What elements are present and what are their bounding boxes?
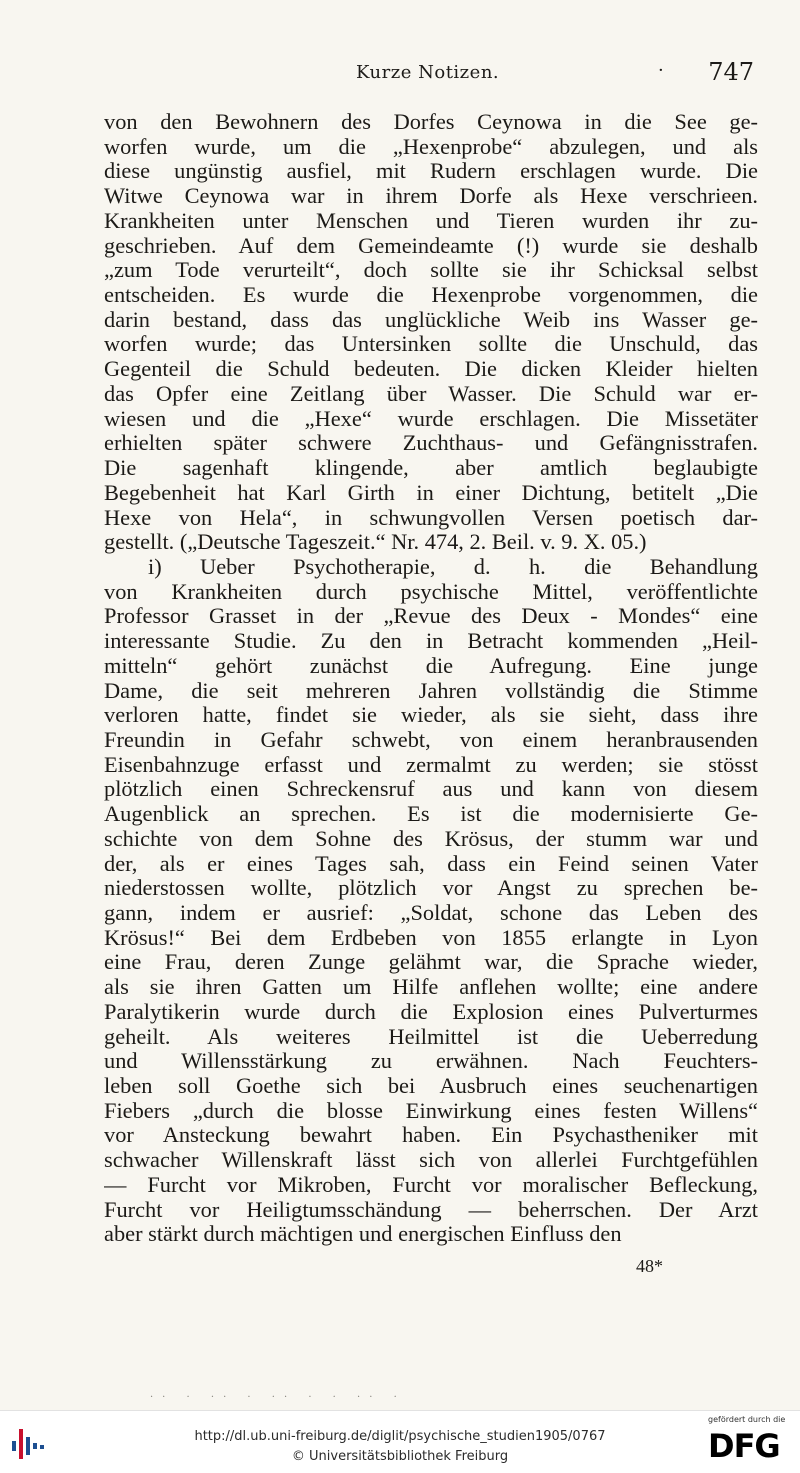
text-line: der, als er eines Tages sah, dass ein Feind seinen Vater <box>104 851 758 876</box>
page-number: 747 <box>708 58 754 86</box>
text-line: Freundin in Gefahr schwebt, von einem heranbrausenden <box>104 727 758 752</box>
text-line: Augenblick an sprechen. Es ist die modernisierte Ge- <box>104 802 758 827</box>
text-line: als sie ihren Gatten um Hilfe anflehen wollte; eine andere <box>104 975 758 1000</box>
text-line: verloren hatte, findet sie wieder, als sie sieht, dass ihre <box>104 703 758 728</box>
text-line: schichte von dem Sohne des Krösus, der stumm war und <box>104 826 758 851</box>
signature-mark: 48* <box>636 1256 663 1276</box>
text-line: Furcht vor Heiligtumsschändung — beherrschen. Der Arzt <box>104 1197 758 1222</box>
body-text <box>104 110 758 1247</box>
text-line: worfen wurde; das Untersinken sollte die Unschuld, das <box>104 332 758 357</box>
text-line: niederstossen wollte, plötzlich vor Angst zu sprechen be- <box>104 876 758 901</box>
text-line: eine Frau, deren Zunge gelähmt war, die Sprache wieder, <box>104 950 758 975</box>
permalink-url[interactable]: http://dl.ub.uni-freiburg.de/diglit/psychische_studien1905/0767 <box>194 1429 606 1444</box>
text-line: und Willensstärkung zu erwähnen. Nach Feuchters- <box>104 1049 758 1074</box>
text-line: wiesen und die „Hexe“ wurde erschlagen. Die Missetäter <box>104 406 758 431</box>
text-line: Begebenheit hat Karl Girth in einer Dichtung, betitelt „Die <box>104 480 758 505</box>
dfg-tagline: gefördert durch die <box>708 1415 786 1424</box>
text-line: i) Ueber Psychotherapie, d. h. die Behandlung <box>148 554 758 579</box>
text-line: Krankheiten unter Menschen und Tieren wurden ihr zu- <box>104 208 758 233</box>
copyright-notice: © Universitätsbibliothek Freiburg <box>291 1449 509 1464</box>
text-line: aber stärkt durch mächtigen und energischen Einfluss den <box>104 1222 622 1247</box>
text-line: „zum Tode verurteilt“, doch sollte sie ihr Schicksal selbst <box>104 258 758 283</box>
text-line: mitteln“ gehört zunächst die Aufregung. Eine junge <box>104 653 758 678</box>
text-line: Paralytikerin wurde durch die Explosion eines Pulverturmes <box>104 999 758 1024</box>
text-line: Professor Grasset in der „Revue des Deux - Mondes“ eine <box>104 604 758 629</box>
running-title: Kurze Notizen. <box>356 62 500 83</box>
text-line: von Krankheiten durch psychische Mittel, veröffentlichte <box>104 579 758 604</box>
text-line: erhielten später schwere Zuchthaus- und Gefängnisstrafen. <box>104 431 758 456</box>
text-line: worfen wurde, um die „Hexenprobe“ abzulegen, und als <box>104 134 758 159</box>
text-line: plötzlich einen Schreckensruf aus und kann von diesem <box>104 777 758 802</box>
dfg-logo <box>700 1413 796 1471</box>
header-dot: · <box>658 60 664 81</box>
bleed-through-text: ·· · ·· · ·· · · ·· · <box>150 1392 406 1403</box>
text-line: darin bestand, dass das unglückliche Weib ins Wasser ge- <box>104 307 758 332</box>
running-head <box>100 58 756 92</box>
text-line: Hexe von Hela“, in schwungvollen Versen poetisch dar- <box>104 505 758 530</box>
text-line: gann, indem er ausrief: „Soldat, schone das Leben des <box>104 901 758 925</box>
text-line: von den Bewohnern des Dorfes Ceynowa in die See ge- <box>104 110 758 134</box>
text-line: schwacher Willenskraft lässt sich von allerlei Furchtgefühlen <box>104 1148 758 1173</box>
text-line: vor Ansteckung bewahrt haben. Ein Psychastheniker mit <box>104 1123 758 1148</box>
text-line: geheilt. Als weiteres Heilmittel ist die Ueberredung <box>104 1024 758 1049</box>
text-line: Die sagenhaft klingende, aber amtlich beglaubigte <box>104 456 758 481</box>
text-line: geschrieben. Auf dem Gemeindeamte (!) wurde sie deshalb <box>104 233 758 258</box>
text-line: interessante Studie. Zu den in Betracht kommenden „Heil- <box>104 629 758 654</box>
text-line: gestellt. („Deutsche Tageszeit.“ Nr. 474, 2. Beil. v. 9. X. 05.) <box>104 530 647 555</box>
dfg-mark: DFG <box>708 1427 780 1465</box>
text-line: Krösus!“ Bei dem Erdbeben von 1855 erlangte in Lyon <box>104 925 758 950</box>
text-line: Gegenteil die Schuld bedeuten. Die dicken Kleider hielten <box>104 357 758 382</box>
text-line: leben soll Goethe sich bei Ausbruch eines seuchenartigen <box>104 1074 758 1099</box>
text-line: diese ungünstig ausfiel, mit Rudern erschlagen wurde. Die <box>104 159 758 184</box>
text-line: entscheiden. Es wurde die Hexenprobe vorgenommen, die <box>104 283 758 308</box>
text-line: Witwe Ceynowa war in ihrem Dorfe als Hexe verschrieen. <box>104 184 758 209</box>
text-line: Dame, die seit mehreren Jahren vollständig die Stimme <box>104 678 758 703</box>
text-line: das Opfer eine Zeitlang über Wasser. Die Schuld war er- <box>104 381 758 406</box>
text-line: Fiebers „durch die blosse Einwirkung eines festen Willens“ <box>104 1098 758 1123</box>
text-line: — Furcht vor Mikroben, Furcht vor moralischer Befleckung, <box>104 1172 758 1197</box>
viewer-footer <box>0 1410 800 1473</box>
text-line: Eisenbahnzuge erfasst und zermalmt zu werden; sie stösst <box>104 752 758 777</box>
